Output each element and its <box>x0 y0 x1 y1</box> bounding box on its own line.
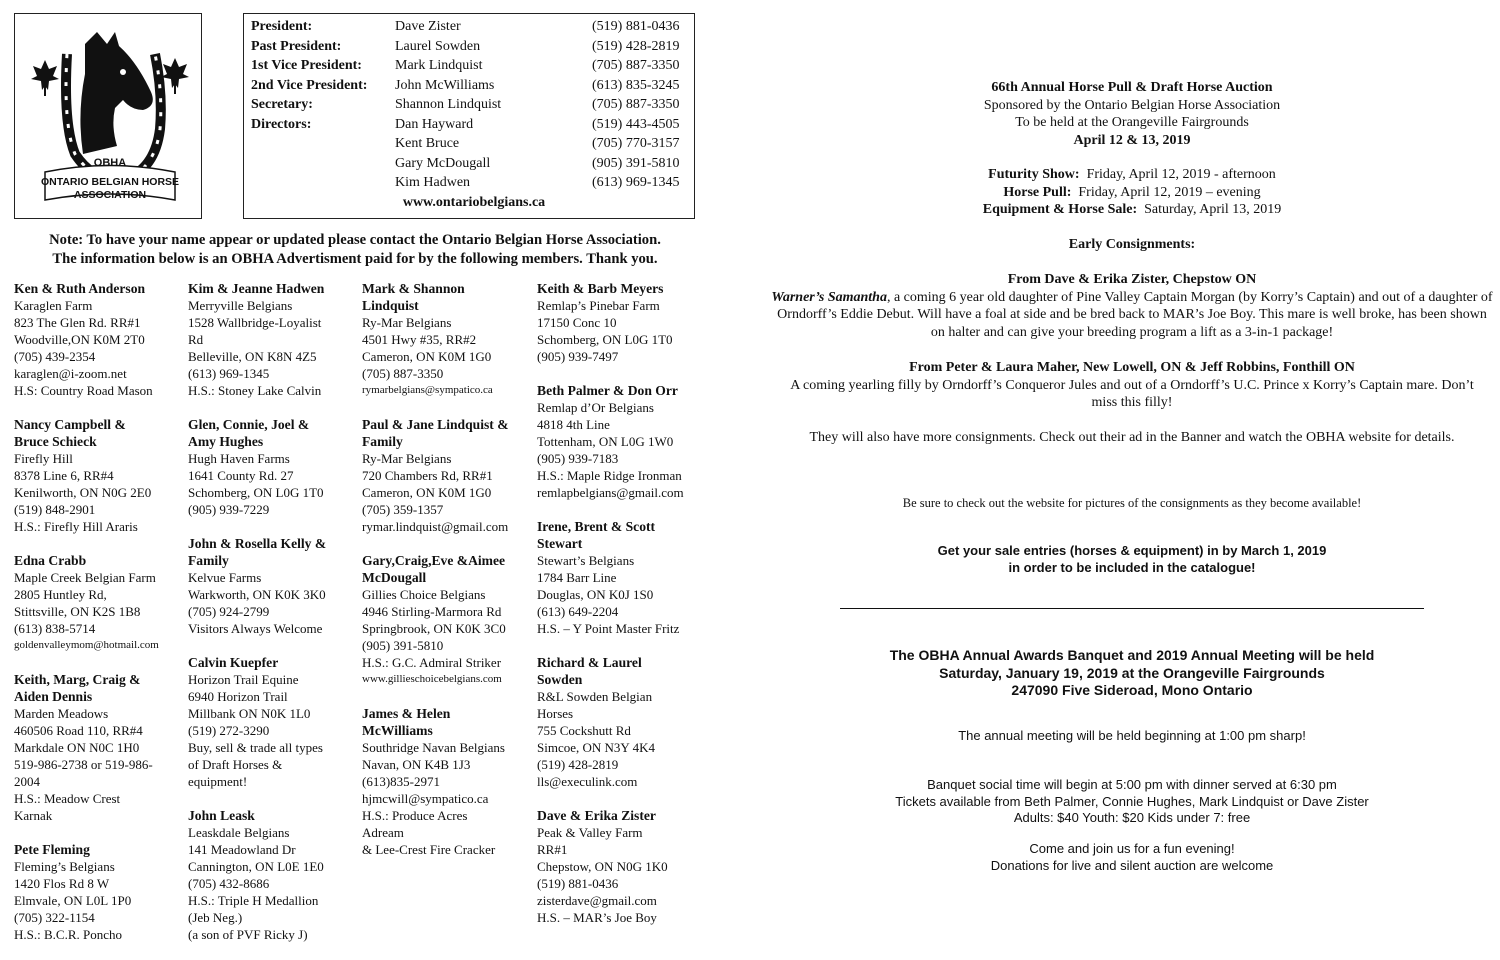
member-detail: Springbrook, ON K0K 3C0 <box>362 621 506 636</box>
member-name: Irene, Brent & Scott <box>537 519 656 534</box>
officer-phone: (519) 881-0436 <box>592 19 680 34</box>
member-entry <box>14 280 186 399</box>
member-detail: H.S.: Produce Acres <box>362 808 468 823</box>
member-detail: Remlap’s Pinebar Farm <box>537 298 660 313</box>
member-detail: (705) 924-2799 <box>188 604 270 619</box>
officer-title: President: <box>251 19 313 34</box>
member-note <box>14 231 696 269</box>
member-detail: 2805 Huntley Rd, <box>14 587 107 602</box>
member-detail: (519) 272-3290 <box>188 723 270 738</box>
consignment-text: A coming yearling filly by Orndorff’s Conqueror Jules and out of a Orndorff’s U.C. Prince x Korry’s Captain mare. Don’t miss this filly! <box>790 377 1474 410</box>
entries-line: Get your sale entries (horses & equipment) in by March 1, 2019 <box>937 543 1327 558</box>
consignment-2 <box>770 359 1494 412</box>
member-detail: zisterdave@gmail.com <box>537 893 657 908</box>
member-detail: Cameron, ON K0M 1G0 <box>362 485 492 500</box>
member-detail: (613) 969-1345 <box>188 366 270 381</box>
member-detail: Millbank ON N0K 1L0 <box>188 706 311 721</box>
schedule-label: Horse Pull: <box>1003 184 1072 200</box>
member-contact: rymarbelgians@sympatico.ca <box>362 384 493 396</box>
officer-row <box>244 134 694 154</box>
member-detail: Firefly Hill <box>14 451 73 466</box>
entries-deadline <box>770 542 1494 576</box>
member-detail: Schomberg, ON L0G 1T0 <box>537 332 673 347</box>
member-detail: Elmvale, ON L0L 1P0 <box>14 893 132 908</box>
member-name: Lindquist <box>362 298 419 313</box>
more-consignments-text: They will also have more consignments. Check out their ad in the Banner and watch the OBHA website for details. <box>809 430 1455 445</box>
member-detail: hjmcwill@sympatico.ca <box>362 791 489 806</box>
member-detail: Remlap d’Or Belgians <box>537 400 654 415</box>
member-detail: (705) 432-8686 <box>188 876 270 891</box>
member-entry <box>188 280 360 399</box>
member-column <box>188 280 360 960</box>
member-name: McDougall <box>362 570 427 585</box>
officer-row <box>244 115 694 135</box>
member-detail: 755 Cockshutt Rd <box>537 723 631 738</box>
website-note: Be sure to check out the website for pictures of the consignments as they become available! <box>902 496 1362 510</box>
officer-name: Mark Lindquist <box>395 58 483 73</box>
schedule-label: Futurity Show: <box>988 167 1080 182</box>
member-entry <box>188 416 360 518</box>
member-detail: Cannington, ON L0E 1E0 <box>188 859 324 874</box>
more-consignments <box>770 429 1494 447</box>
member-detail: Kelvue Farms <box>188 570 262 585</box>
consignment-text: , a coming 6 year old daughter of Pine Valley Captain Morgan (by Korry’s Captain) and out of a daughter of Orndorff’s Eddie Debut. Will have a foal at side and be bred back to MAR’s Joe Boy. This mare is well broke, has been shown on halter and can give your breeding program a lift as a 3-in-1 package! <box>777 289 1493 340</box>
member-detail: 141 Meadowland Dr <box>188 842 296 857</box>
officer-title: 1st Vice President: <box>251 58 362 73</box>
website-link[interactable]: www.ontariobelgians.ca <box>402 195 546 210</box>
officer-title: 2nd Vice President: <box>251 77 368 93</box>
member-entry <box>537 518 709 637</box>
member-detail: 1420 Flos Rd 8 W <box>14 876 110 891</box>
note-line: The information below is an OBHA Advertisment paid for by the following members. Thank you. <box>52 251 658 267</box>
officer-phone: (519) 428-2819 <box>592 38 680 54</box>
schedule-item <box>770 201 1494 219</box>
member-name: Mark & Shannon <box>362 281 465 296</box>
officer-title: Past President: <box>251 38 342 54</box>
member-detail: H.S: Country Road Mason <box>14 383 153 398</box>
event-sponsor: Sponsored by the Ontario Belgian Horse Association <box>983 97 1281 113</box>
member-detail: 6940 Horizon Trail <box>188 689 288 704</box>
member-detail: Chepstow, ON N0G 1K0 <box>537 859 668 874</box>
schedule-value: Saturday, April 13, 2019 <box>1137 202 1282 217</box>
member-detail: Douglas, ON K0J 1S0 <box>537 587 654 602</box>
officer-name: Dave Zister <box>395 19 461 34</box>
member-name: Calvin Kuepfer <box>188 655 279 670</box>
member-detail: Buy, sell & trade all types <box>188 740 323 755</box>
member-name: Dave & Erika Zister <box>537 808 656 823</box>
member-detail: Navan, ON K4B 1J3 <box>362 757 471 772</box>
member-name: Bruce Schieck <box>14 434 97 449</box>
member-detail: 8378 Line 6, RR#4 <box>14 468 114 483</box>
member-entry <box>362 552 534 688</box>
member-detail: (705) 359-1357 <box>362 502 444 517</box>
member-detail: Warkworth, ON K0K 3K0 <box>188 587 326 602</box>
member-detail: 4501 Hwy #35, RR#2 <box>362 332 477 347</box>
member-entry <box>537 280 709 365</box>
member-detail: 519-986-2738 or 519-986- <box>14 757 153 772</box>
member-detail: Hugh Haven Farms <box>188 451 290 466</box>
member-detail: H.S. – Y Point Master Fritz <box>537 621 680 636</box>
schedule-item <box>770 166 1494 184</box>
member-name: McWilliams <box>362 723 433 738</box>
member-name: Glen, Connie, Joel & <box>188 417 310 432</box>
officer-row <box>244 95 694 115</box>
member-entry <box>14 552 186 654</box>
member-detail: H.S.: Stoney Lake Calvin <box>188 383 322 398</box>
event-schedule <box>770 166 1494 219</box>
member-detail: Stittsville, ON K2S 1B8 <box>14 604 141 619</box>
schedule-item <box>770 184 1494 202</box>
member-detail: Horizon Trail Equine <box>188 672 299 687</box>
member-detail: Tottenham, ON L0G 1W0 <box>537 434 674 449</box>
member-detail: Woodville,ON K0M 2T0 <box>14 332 145 347</box>
member-detail: H.S.: Firefly Hill Araris <box>14 519 138 534</box>
member-detail: Karaglen Farm <box>14 298 93 313</box>
member-detail: Belleville, ON K8N 4Z5 <box>188 349 317 364</box>
member-entry <box>537 382 709 501</box>
member-contact: goldenvalleymom@hotmail.com <box>14 639 159 651</box>
officer-name: Gary McDougall <box>395 155 491 171</box>
member-detail: (705) 439-2354 <box>14 349 96 364</box>
early-consignments-heading: Early Consignments: <box>1068 237 1196 252</box>
officers-box <box>243 13 695 219</box>
member-entry <box>362 416 534 535</box>
member-detail: Fleming’s Belgians <box>14 859 115 874</box>
member-detail: Stewart’s Belgians <box>537 553 635 568</box>
member-name: Ken & Ruth Anderson <box>14 281 146 296</box>
member-detail: Merryville Belgians <box>188 298 293 313</box>
officer-row <box>244 76 694 96</box>
member-detail: karaglen@i-zoom.net <box>14 366 127 381</box>
officer-name: Dan Hayward <box>395 116 474 132</box>
member-detail: 4818 4th Line <box>537 417 610 432</box>
member-name: Paul & Jane Lindquist & <box>362 417 509 432</box>
member-entry <box>537 654 709 790</box>
member-detail: Rd <box>188 332 204 347</box>
member-detail: Schomberg, ON L0G 1T0 <box>188 485 324 500</box>
meeting-time: The annual meeting will be held beginning at 1:00 pm sharp! <box>958 728 1306 743</box>
consignment-1 <box>770 271 1494 341</box>
member-detail: Gillies Choice Belgians <box>362 587 486 602</box>
obha-logo <box>14 13 202 219</box>
member-detail: (519) 881-0436 <box>537 876 619 891</box>
member-detail: (613) 649-2204 <box>537 604 619 619</box>
member-detail: (Jeb Neg.) <box>188 910 243 925</box>
consignment-heading: From Dave & Erika Zister, Chepstow ON <box>1007 272 1257 287</box>
member-column <box>537 280 709 943</box>
member-entry <box>362 280 534 399</box>
banquet-prices: Adults: $40 Youth: $20 Kids under 7: free <box>1013 810 1251 825</box>
member-name: Family <box>362 434 403 449</box>
event-venue: To be held at the Orangeville Fairgrounds <box>1015 115 1249 130</box>
member-detail: H.S.: Maple Ridge Ironman <box>537 468 682 483</box>
member-name: Keith & Barb Meyers <box>537 281 664 296</box>
officer-row <box>244 17 694 37</box>
banquet-tickets: Tickets available from Beth Palmer, Connie Hughes, Mark Lindquist or Dave Zister <box>895 793 1369 809</box>
member-name: Richard & Laurel <box>537 655 642 670</box>
member-detail: Peak & Valley Farm <box>537 825 643 840</box>
schedule-value: Friday, April 12, 2019 - afternoon <box>1079 167 1276 182</box>
member-detail: (613)835-2971 <box>362 774 440 789</box>
member-name: John & Rosella Kelly & <box>188 536 327 551</box>
event-title: 66th Annual Horse Pull & Draft Horse Auction <box>991 80 1273 95</box>
member-entry <box>14 416 186 535</box>
member-detail: 1784 Barr Line <box>537 570 617 585</box>
schedule-value: Friday, April 12, 2019 – evening <box>1071 184 1261 200</box>
horseshoe-horse-logo <box>15 14 201 218</box>
member-detail: RR#1 <box>537 842 568 857</box>
member-contact: www.gillieschoicebelgians.com <box>362 673 502 685</box>
logo-abbr: OBHA <box>93 157 127 169</box>
member-entry <box>188 654 360 790</box>
member-detail: H.S.: Meadow Crest <box>14 791 121 806</box>
member-detail: 4946 Stirling-Marmora Rd <box>362 604 502 619</box>
member-entry <box>14 841 186 943</box>
member-detail: Karnak <box>14 808 53 823</box>
member-detail: 460506 Road 110, RR#4 <box>14 723 143 738</box>
member-detail: H.S.: Triple H Medallion <box>188 893 319 908</box>
officer-row <box>244 37 694 57</box>
event-dates: April 12 & 13, 2019 <box>1073 132 1191 148</box>
banquet-line: Saturday, January 19, 2019 at the Orangeville Fairgrounds <box>939 664 1325 681</box>
member-detail: Southridge Navan Belgians <box>362 740 505 755</box>
member-entry <box>188 535 360 637</box>
member-name: Edna Crabb <box>14 553 87 568</box>
member-entry <box>362 705 534 858</box>
member-detail: rymar.lindquist@gmail.com <box>362 519 509 534</box>
member-name: Sowden <box>537 672 583 687</box>
member-name: John Leask <box>188 808 255 823</box>
member-detail: of Draft Horses & <box>188 757 283 772</box>
member-detail: (613) 838-5714 <box>14 621 96 636</box>
entries-line: in order to be included in the catalogue! <box>1008 560 1256 575</box>
member-detail: (705) 887-3350 <box>362 366 444 381</box>
banquet-details <box>770 777 1494 827</box>
officer-phone: (905) 391-5810 <box>592 155 680 171</box>
member-detail: Kenilworth, ON N0G 2E0 <box>14 485 152 500</box>
member-column <box>362 280 534 875</box>
member-name: Beth Palmer & Don Orr <box>537 383 678 398</box>
officer-name: Shannon Lindquist <box>395 97 502 112</box>
schedule-label: Equipment & Horse Sale: <box>982 202 1138 217</box>
member-column <box>14 280 186 960</box>
member-name: Nancy Campbell & <box>14 417 126 432</box>
member-detail: Adream <box>362 825 404 840</box>
member-detail: 1528 Wallbridge-Loyalist <box>188 315 322 330</box>
officer-title: Directors: <box>251 116 312 132</box>
member-detail: (905) 391-5810 <box>362 638 444 653</box>
member-detail: H.S. – MAR’s Joe Boy <box>537 910 657 925</box>
member-detail: (905) 939-7183 <box>537 451 619 466</box>
officer-row <box>244 56 694 76</box>
member-detail: 2004 <box>14 774 40 789</box>
member-detail: R&L Sowden Belgian <box>537 689 653 704</box>
member-detail: (a son of PVF Ricky J) <box>188 927 308 942</box>
consignment-heading: From Peter & Laura Maher, New Lowell, ON & Jeff Robbins, Fonthill ON <box>909 360 1355 375</box>
event-header <box>770 79 1494 149</box>
member-entry <box>188 807 360 943</box>
banquet-heading <box>770 647 1494 700</box>
officer-name: Kent Bruce <box>395 136 460 151</box>
member-detail: Ry-Mar Belgians <box>362 315 452 330</box>
member-detail: Marden Meadows <box>14 706 109 721</box>
horse-name: Warner’s Samantha <box>771 289 887 305</box>
officer-title: Secretary: <box>251 97 313 112</box>
member-detail: H.S.: B.C.R. Poncho <box>14 927 122 942</box>
member-detail: (519) 848-2901 <box>14 502 96 517</box>
officer-row <box>244 154 694 174</box>
maple-leaf-icon <box>161 58 189 94</box>
officer-phone: (519) 443-4505 <box>592 116 680 132</box>
officer-row <box>244 173 694 193</box>
member-detail: remlapbelgians@gmail.com <box>537 485 684 500</box>
member-name: Amy Hughes <box>188 434 264 449</box>
member-detail: 17150 Conc 10 <box>537 315 617 330</box>
logo-line2: ASSOCIATION <box>73 189 147 201</box>
member-detail: Visitors Always Welcome <box>188 621 323 636</box>
banquet-social: Banquet social time will begin at 5:00 pm with dinner served at 6:30 pm <box>927 777 1337 792</box>
member-detail: (905) 939-7497 <box>537 349 619 364</box>
member-detail: (519) 428-2819 <box>537 757 619 772</box>
banquet-line: The OBHA Annual Awards Banquet and 2019 Annual Meeting will be held <box>889 647 1375 663</box>
consignment-description <box>770 289 1494 342</box>
member-detail: Markdale ON N0C 1H0 <box>14 740 140 755</box>
officer-phone: (705) 887-3350 <box>592 58 680 73</box>
member-name: James & Helen <box>362 706 451 721</box>
note-line: Note: To have your name appear or updated please contact the Ontario Belgian Horse Association. <box>49 232 661 248</box>
member-detail: Maple Creek Belgian Farm <box>14 570 156 585</box>
member-entry <box>14 671 186 824</box>
member-name: Pete Fleming <box>14 842 90 857</box>
member-detail: 823 The Glen Rd. RR#1 <box>14 315 141 330</box>
member-detail: (905) 939-7229 <box>188 502 270 517</box>
member-detail: Horses <box>537 706 574 721</box>
logo-line1: ONTARIO BELGIAN HORSE <box>40 176 180 188</box>
maple-leaf-icon <box>31 60 59 96</box>
section-divider <box>840 608 1424 609</box>
banquet-join: Come and join us for a fun evening! <box>1029 841 1235 856</box>
officer-name: John McWilliams <box>395 77 495 93</box>
officer-name: Kim Hadwen <box>395 175 471 190</box>
member-name: Gary,Craig,Eve &Aimee <box>362 553 506 568</box>
member-detail: 1641 County Rd. 27 <box>188 468 294 483</box>
officer-phone: (705) 887-3350 <box>592 97 680 112</box>
member-name: Keith, Marg, Craig & <box>14 672 141 687</box>
member-detail: (705) 322-1154 <box>14 910 95 925</box>
member-detail: Cameron, ON K0M 1G0 <box>362 349 492 364</box>
member-name: Aiden Dennis <box>14 689 93 704</box>
officer-phone: (613) 835-3245 <box>592 77 680 93</box>
member-detail: H.S.: G.C. Admiral Striker <box>362 655 502 670</box>
member-entry <box>537 807 709 926</box>
officer-name: Laurel Sowden <box>395 38 481 54</box>
member-detail: Simcoe, ON N3Y 4K4 <box>537 740 655 755</box>
member-name: Family <box>188 553 229 568</box>
member-detail: Leaskdale Belgians <box>188 825 290 840</box>
officer-phone: (613) 969-1345 <box>592 175 680 190</box>
member-detail: equipment! <box>188 774 248 789</box>
banquet-line: 247090 Five Sideroad, Mono Ontario <box>1011 682 1253 698</box>
banquet-closing <box>770 841 1494 874</box>
banquet-donations: Donations for live and silent auction are welcome <box>990 857 1274 873</box>
member-name: Kim & Jeanne Hadwen <box>188 281 325 296</box>
member-name: Stewart <box>537 536 583 551</box>
member-detail: 720 Chambers Rd, RR#1 <box>362 468 493 483</box>
member-detail: & Lee-Crest Fire Cracker <box>362 842 496 857</box>
member-detail: lls@execulink.com <box>537 774 638 789</box>
member-detail: Ry-Mar Belgians <box>362 451 452 466</box>
officer-phone: (705) 770-3157 <box>592 136 680 151</box>
